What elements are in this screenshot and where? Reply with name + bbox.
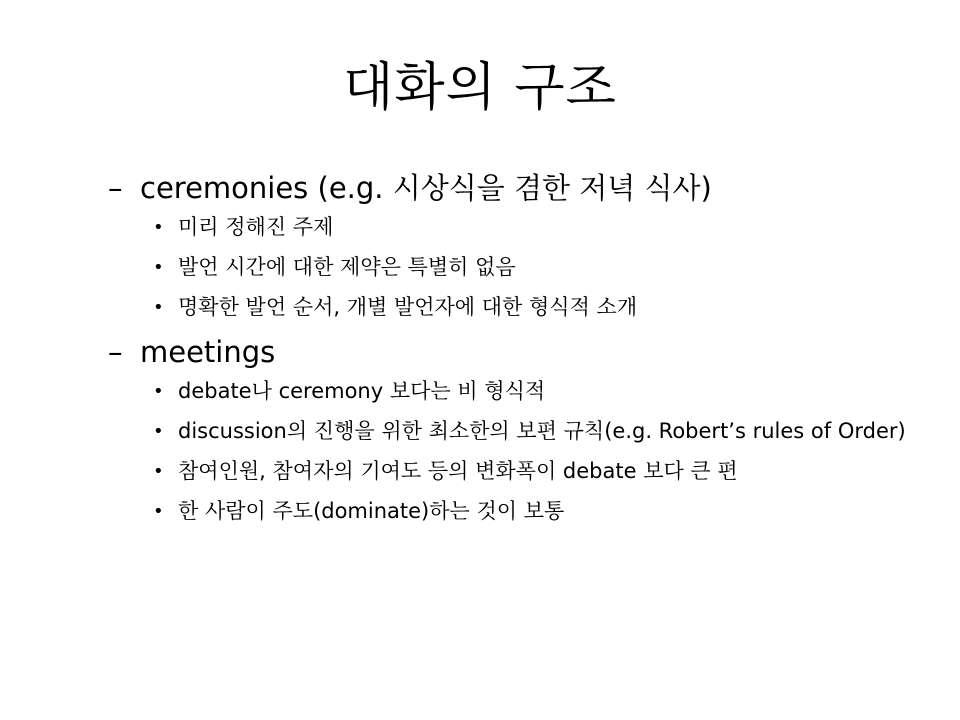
slide-body — [108, 170, 908, 525]
list-item-text: 명확한 발언 순서, 개별 발언자에 대한 형식적 소개 — [178, 295, 638, 319]
section-heading-ceremonies — [108, 170, 908, 206]
meetings-list — [108, 378, 908, 525]
section-heading-text: ceremonies (e.g. 시상식을 겸한 저녁 식사) — [140, 171, 712, 205]
bullet-icon: • — [153, 421, 164, 442]
list-item — [108, 294, 908, 321]
slide-title: 대화의 구조 — [343, 58, 617, 118]
section-heading-text: meetings — [140, 335, 276, 369]
ceremonies-list — [108, 214, 908, 321]
list-item-text: debate나 ceremony 보다는 비 형식적 — [178, 379, 546, 403]
dash-marker: – — [108, 171, 123, 205]
list-item — [108, 418, 908, 445]
bullet-icon: • — [153, 297, 164, 318]
bullet-icon: • — [153, 501, 164, 522]
list-item-text: discussion의 진행을 위한 최소한의 보편 규칙(e.g. Robert’s rules of Order) — [178, 419, 906, 443]
section-heading-meetings — [108, 334, 908, 370]
list-item — [108, 214, 908, 241]
bullet-icon: • — [153, 257, 164, 278]
list-item — [108, 378, 908, 405]
bullet-icon: • — [153, 381, 164, 402]
list-item — [108, 498, 908, 525]
list-item-text: 발언 시간에 대한 제약은 특별히 없음 — [178, 255, 516, 279]
list-item-text: 한 사람이 주도(dominate)하는 것이 보통 — [178, 499, 565, 523]
list-item-text: 미리 정해진 주제 — [178, 215, 334, 239]
list-item-text: 참여인원, 참여자의 기여도 등의 변화폭이 debate 보다 큰 편 — [178, 459, 738, 483]
dash-marker: – — [108, 335, 123, 369]
bullet-icon: • — [153, 461, 164, 482]
list-item — [108, 254, 908, 281]
bullet-icon: • — [153, 217, 164, 238]
list-item — [108, 458, 908, 485]
